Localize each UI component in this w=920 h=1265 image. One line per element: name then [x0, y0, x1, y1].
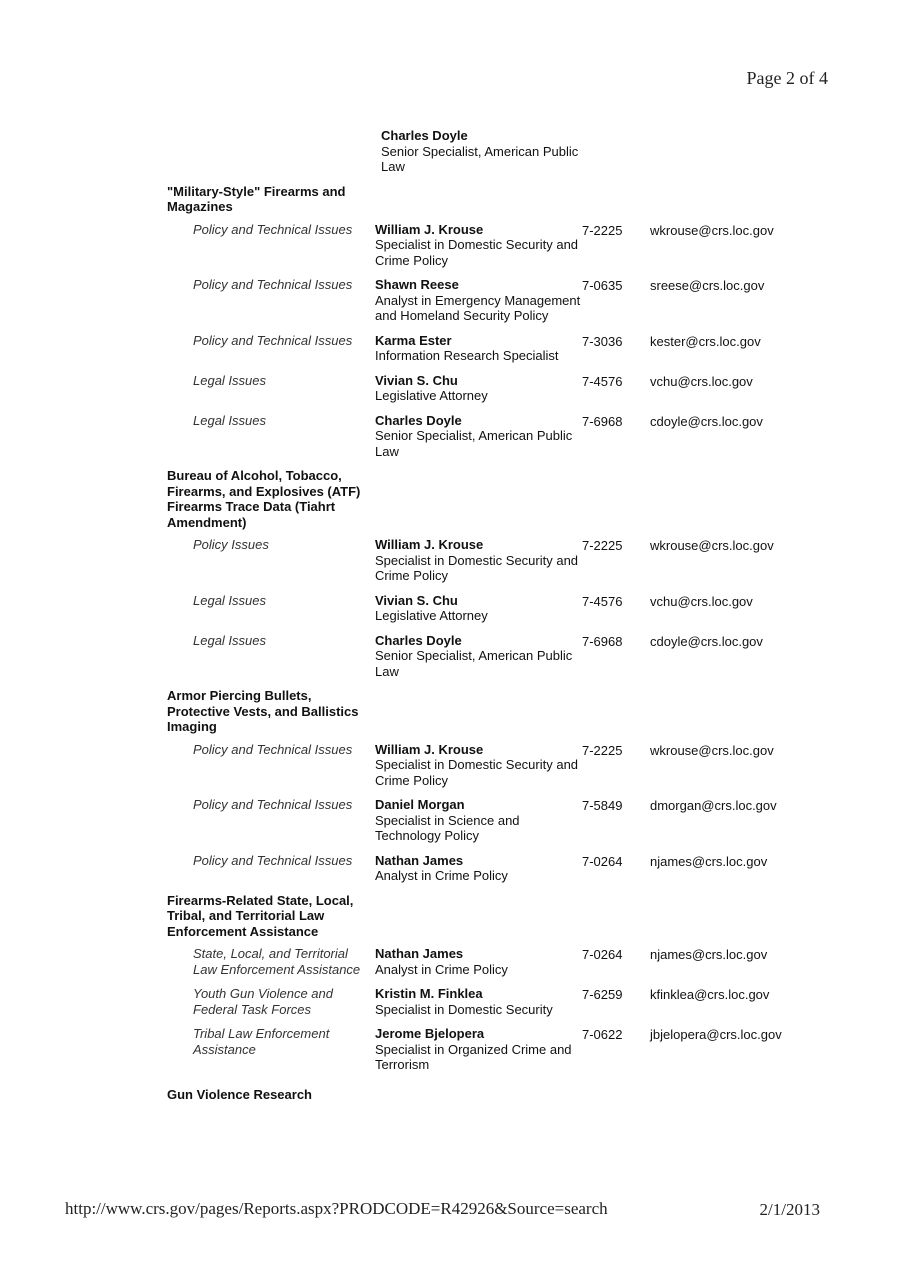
person-name: Nathan James: [375, 946, 464, 961]
person-name: Charles Doyle: [381, 128, 468, 143]
person-title: Specialist in Science and Technology Policy: [375, 812, 520, 843]
person-title: Specialist in Domestic Security: [375, 1001, 553, 1017]
topic-label: Youth Gun Violence and Federal Task Forces: [193, 986, 333, 1017]
topic-cell: [167, 853, 375, 869]
email-address[interactable]: vchu@crs.loc.gov: [650, 373, 753, 389]
person-title: Senior Specialist, American Public Law: [375, 648, 573, 679]
section-heading: Bureau of Alcohol, Tobacco, Firearms, and Explosives (ATF) Firearms Trace Data (Tiahrt Amendment): [167, 468, 361, 530]
contact-row: [167, 593, 817, 624]
person-title: Analyst in Emergency Management and Homeland Security Policy: [375, 292, 581, 323]
contact-row: [167, 277, 817, 324]
email-address[interactable]: cdoyle@crs.loc.gov: [650, 413, 763, 429]
person-name: William J. Krouse: [375, 221, 484, 237]
person-cell: [375, 413, 582, 460]
email-address[interactable]: kfinklea@crs.loc.gov: [650, 987, 770, 1002]
topic-cell: [167, 277, 375, 293]
person-title: Information Research Specialist: [375, 348, 559, 363]
topic-cell: [167, 742, 375, 758]
topic-label: Legal Issues: [193, 412, 266, 428]
person-cell: [375, 742, 582, 789]
person-cell: [375, 537, 582, 584]
person-name: Charles Doyle: [375, 412, 462, 428]
contacts-table: [167, 128, 817, 1109]
phone-number: 7-4576: [582, 373, 623, 389]
contact-row: [167, 537, 817, 584]
phone-number: 7-6259: [582, 987, 623, 1002]
topic-label: Policy Issues: [193, 537, 269, 552]
person-cell: [375, 333, 582, 364]
person-cell: [375, 277, 582, 324]
section-heading: Armor Piercing Bullets, Protective Vests, and Ballistics Imaging: [167, 688, 359, 734]
person-name: Shawn Reese: [375, 277, 459, 292]
phone-number: 7-4576: [582, 593, 623, 609]
person-name: Karma Ester: [375, 332, 452, 348]
topic-cell: [167, 1026, 375, 1057]
person-title: Legislative Attorney: [375, 388, 488, 403]
person-cell: [375, 946, 582, 977]
topic-cell: [167, 633, 375, 649]
continued-contact-row: [167, 128, 817, 175]
email-address[interactable]: cdoyle@crs.loc.gov: [650, 633, 763, 649]
person-name: Daniel Morgan: [375, 797, 465, 812]
person-title: Specialist in Domestic Security and Crime Policy: [375, 757, 579, 788]
email-address[interactable]: dmorgan@crs.loc.gov: [650, 798, 777, 813]
section-heading: "Military-Style" Firearms and Magazines: [167, 183, 346, 214]
topic-label: Policy and Technical Issues: [193, 332, 353, 348]
section-heading: Gun Violence Research: [167, 1086, 312, 1102]
person-title: Analyst in Crime Policy: [375, 961, 508, 977]
contact-row: [167, 373, 817, 404]
topic-cell: [167, 797, 375, 813]
page-number: Page 2 of 4: [746, 68, 828, 88]
person-title: Analyst in Crime Policy: [375, 868, 508, 883]
contact-row: [167, 413, 817, 460]
topic-label: State, Local, and Territorial Law Enforcement Assistance: [193, 946, 361, 977]
phone-number: 7-3036: [582, 333, 623, 349]
contact-row: [167, 853, 817, 884]
topic-cell: [167, 222, 375, 238]
contact-row: [167, 742, 817, 789]
email-address[interactable]: njames@crs.loc.gov: [650, 947, 768, 962]
topic-label: Legal Issues: [193, 592, 266, 608]
phone-number: 7-0635: [582, 278, 623, 293]
person-title: Senior Specialist, American Public Law: [375, 428, 573, 459]
footer-url[interactable]: http://www.crs.gov/pages/Reports.aspx?PRODCODE=R42926&Source=search: [65, 1199, 608, 1218]
email-address[interactable]: vchu@crs.loc.gov: [650, 593, 753, 609]
phone-number: 7-2225: [582, 538, 623, 553]
person-name: William J. Krouse: [375, 537, 484, 552]
topic-cell: [167, 946, 375, 977]
person-name: Charles Doyle: [375, 632, 462, 648]
topic-label: Legal Issues: [193, 372, 266, 388]
person-name: Jerome Bjelopera: [375, 1026, 485, 1041]
person-title: Senior Specialist, American Public Law: [381, 143, 579, 174]
topic-label: Tribal Law Enforcement Assistance: [193, 1026, 330, 1057]
person-title: Specialist in Domestic Security and Crime Policy: [375, 237, 579, 268]
topic-cell: [167, 413, 375, 429]
person-title: Specialist in Domestic Security and Crime Policy: [375, 552, 579, 583]
person-name: Vivian S. Chu: [375, 592, 458, 608]
person-name: William J. Krouse: [375, 741, 484, 757]
topic-label: Legal Issues: [193, 632, 266, 648]
topic-cell: [167, 986, 375, 1017]
email-address[interactable]: wkrouse@crs.loc.gov: [650, 222, 774, 238]
topic-label: Policy and Technical Issues: [193, 277, 353, 292]
contact-row: [167, 222, 817, 269]
topic-cell: [167, 333, 375, 349]
person-title: Specialist in Organized Crime and Terrorism: [375, 1041, 572, 1072]
person-cell: [375, 633, 582, 680]
topic-label: Policy and Technical Issues: [193, 741, 353, 757]
section-heading: Firearms-Related State, Local, Tribal, and Territorial Law Enforcement Assistance: [167, 892, 354, 939]
phone-number: 7-6968: [582, 413, 623, 429]
topic-label: Policy and Technical Issues: [193, 797, 353, 812]
phone-number: 7-0264: [582, 853, 623, 869]
person-title: Legislative Attorney: [375, 608, 488, 623]
contact-row: [167, 333, 817, 364]
person-cell: [375, 986, 582, 1017]
person-cell: [375, 1026, 582, 1073]
topic-label: Policy and Technical Issues: [193, 221, 353, 237]
email-address[interactable]: jbjelopera@crs.loc.gov: [650, 1027, 782, 1042]
person-cell: [375, 373, 582, 404]
sections-container: [167, 184, 817, 1073]
phone-number: 7-0622: [582, 1027, 623, 1042]
person-cell: [375, 222, 582, 269]
person-cell: [375, 797, 582, 844]
person-name: Nathan James: [375, 852, 464, 868]
email-address[interactable]: njames@crs.loc.gov: [650, 853, 768, 869]
contact-row: [167, 797, 817, 844]
person-cell: [375, 853, 582, 884]
person-name: Kristin M. Finklea: [375, 986, 483, 1001]
email-address[interactable]: wkrouse@crs.loc.gov: [650, 538, 774, 553]
phone-number: 7-5849: [582, 798, 623, 813]
topic-cell: [167, 537, 375, 553]
topic-cell: [167, 593, 375, 609]
phone-number: 7-6968: [582, 633, 623, 649]
contact-row: [167, 1026, 817, 1073]
email-address[interactable]: sreese@crs.loc.gov: [650, 278, 765, 293]
contact-row: [167, 986, 817, 1017]
person-name: Vivian S. Chu: [375, 372, 458, 388]
topic-cell: [167, 373, 375, 389]
contact-row: [167, 633, 817, 680]
footer-date: 2/1/2013: [759, 1200, 820, 1219]
topic-label: Policy and Technical Issues: [193, 852, 353, 868]
person-cell: [375, 593, 582, 624]
phone-number: 7-2225: [582, 222, 623, 238]
contact-row: [167, 946, 817, 977]
phone-number: 7-2225: [582, 742, 623, 758]
phone-number: 7-0264: [582, 947, 623, 962]
email-address[interactable]: kester@crs.loc.gov: [650, 333, 761, 349]
email-address[interactable]: wkrouse@crs.loc.gov: [650, 742, 774, 758]
person-cell: [375, 128, 588, 175]
